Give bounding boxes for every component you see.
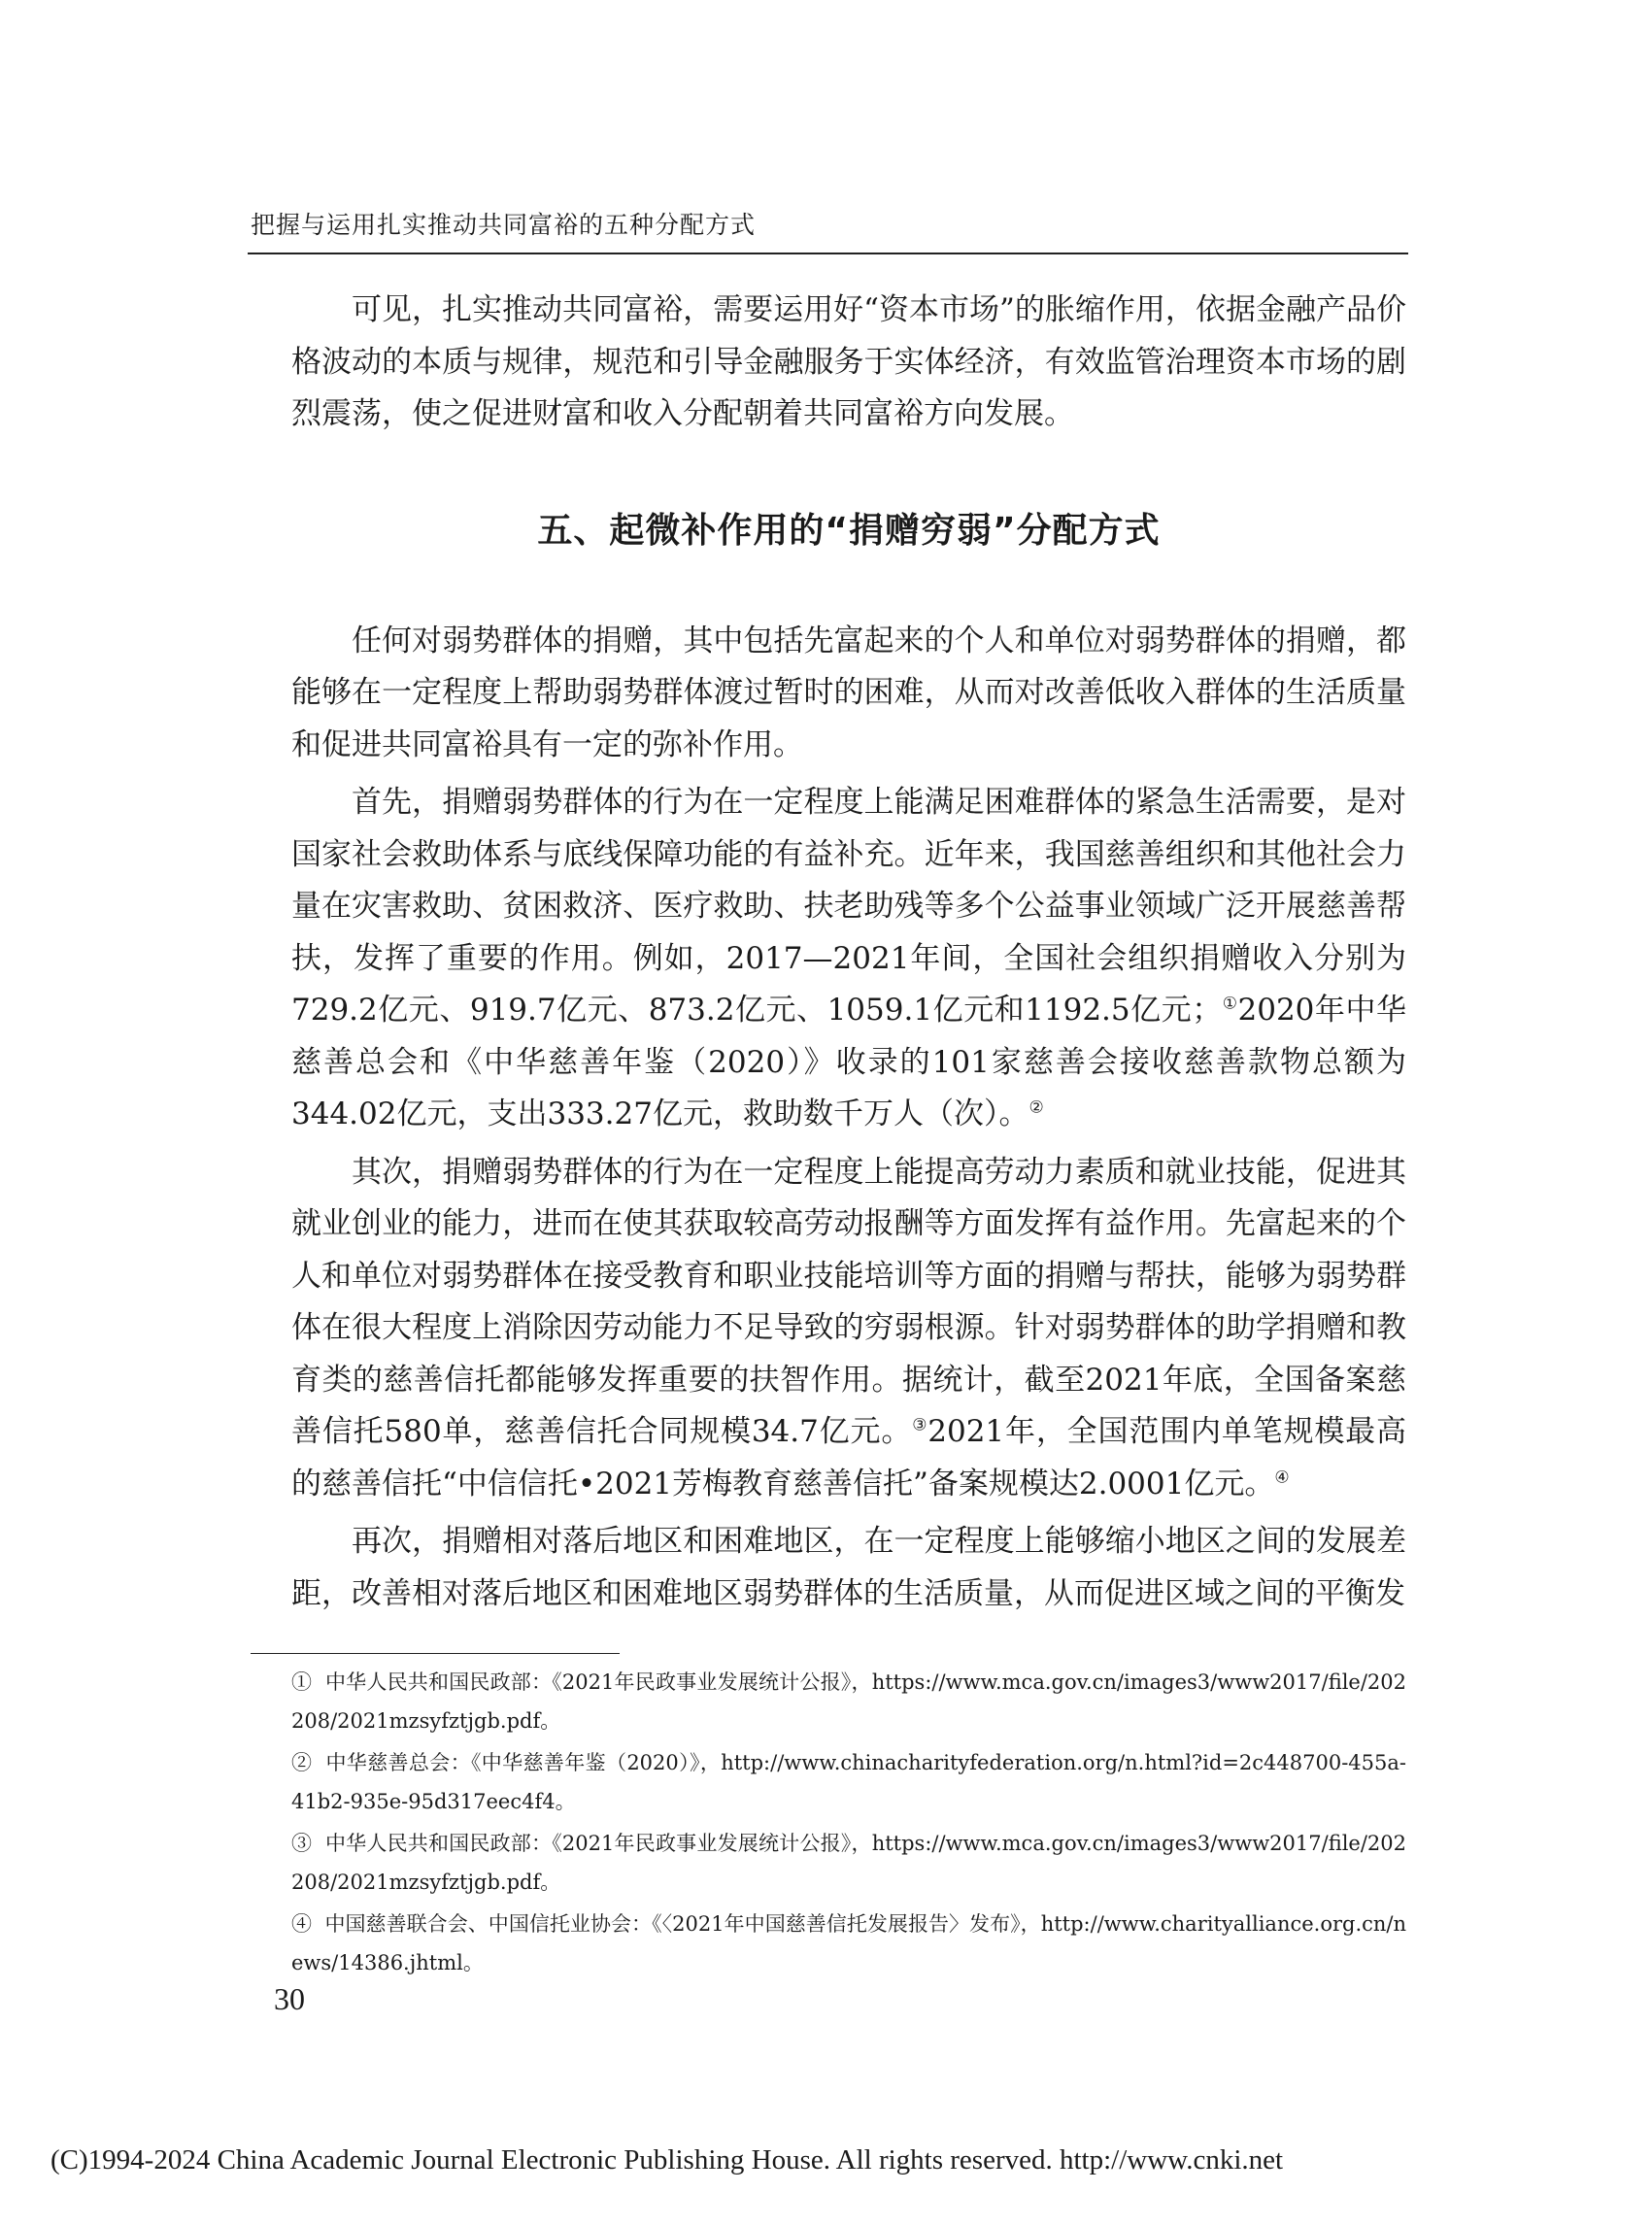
paragraph-third-point: 再次，捐赠相对落后地区和困难地区，在一定程度上能够缩小地区之间的发展差距，改善相对落后地区和困难地区弱势群体的生活质量，从而促进区域之间的平衡发 xyxy=(291,1524,1406,1611)
paragraph-donation-overview: 任何对弱势群体的捐赠，其中包括先富起来的个人和单位对弱势群体的捐赠，都能够在一定程度上帮助弱势群体渡过暂时的困难，从而对改善低收入群体的生活质量和促进共同富裕具有一定的弥补作用。 xyxy=(291,623,1406,762)
footnote-marker: ④ xyxy=(291,1912,313,1936)
footnote-1 xyxy=(291,1663,1406,1740)
footnote-marker: ③ xyxy=(291,1832,313,1855)
footnotes xyxy=(291,1663,1406,1985)
footnote-marker: ② xyxy=(291,1751,313,1774)
footnote-3 xyxy=(291,1824,1406,1902)
paragraph-second-point xyxy=(291,1147,1406,1511)
footnote-text: 中华慈善总会：《中华慈善年鉴（2020）》，http://www.chinacharityfederation.org/n.html?id=2c448700-455a-41b2-935e-95d317eec4f4。 xyxy=(291,1751,1407,1813)
footnote-rule xyxy=(251,1653,620,1654)
section-heading: 五、起微补作用的“捐赠穷弱”分配方式 xyxy=(537,510,1161,551)
footnote-2 xyxy=(291,1743,1406,1821)
article-body xyxy=(291,285,1406,1620)
footnote-marker-4[interactable]: ④ xyxy=(1274,1467,1290,1488)
copyright-notice: (C)1994-2024 China Academic Journal Electronic Publishing House. All rights reserved. http://www.cnki.net xyxy=(51,2144,1284,2175)
footnote-text: 中华人民共和国民政部：《2021年民政事业发展统计公报》，https://www.mca.gov.cn/images3/www2017/file/202208/2021mzsyfztjgb.pdf。 xyxy=(291,1832,1406,1894)
footnote-marker-1[interactable]: ① xyxy=(1222,994,1238,1014)
footnote-marker-3[interactable]: ③ xyxy=(912,1415,928,1435)
paragraph-text: 2020年中华慈善总会和《中华慈善年鉴（2020）》收录的101家慈善会接收慈善款物总额为344.02亿元，支出333.27亿元，救助数千万人（次）。 xyxy=(291,993,1406,1131)
running-header: 把握与运用扎实推动共同富裕的五种分配方式 xyxy=(251,211,757,239)
footnote-text: 中国慈善联合会、中国信托业协会：《〈2021年中国慈善信托发展报告〉发布》，http://www.charityalliance.org.cn/news/14386.jhtml。 xyxy=(291,1912,1407,1974)
header-rule xyxy=(248,253,1408,254)
paragraph-first-point xyxy=(291,777,1406,1141)
footnote-marker-2[interactable]: ② xyxy=(1028,1097,1044,1118)
footnote-4 xyxy=(291,1905,1406,1982)
page-number: 30 xyxy=(274,1981,305,2016)
intro-paragraph: 可见，扎实推动共同富裕，需要运用好“资本市场”的胀缩作用，依据金融产品价格波动的本质与规律，规范和引导金融服务于实体经济，有效监管治理资本市场的剧烈震荡，使之促进财富和收入分配朝着共同富裕方向发展。 xyxy=(291,292,1406,431)
paragraph-text: 2021年，全国范围内单笔规模最高的慈善信托“中信信托•2021芳梅教育慈善信托”备案规模达2.0001亿元。 xyxy=(291,1414,1406,1501)
paragraph-text: 其次，捐赠弱势群体的行为在一定程度上能提高劳动力素质和就业技能，促进其就业创业的能力，进而在使其获取较高劳动报酬等方面发挥有益作用。先富起来的个人和单位对弱势群体在接受教育和职业技能培训等方面的捐赠与帮扶，能够为弱势群体在很大程度上消除因劳动能力不足导致的穷弱根源。针对弱势群体的助学捐赠和教育类的慈善信托都能够发挥重要的扶智作用。据统计，截至2021年底，全国备案慈善信托580单，慈善信托合同规模34.7亿元。 xyxy=(291,1154,1406,1449)
paragraph-text: 首先，捐赠弱势群体的行为在一定程度上能满足困难群体的紧急生活需要，是对国家社会救助体系与底线保障功能的有益补充。近年来，我国慈善组织和其他社会力量在灾害救助、贫困救济、医疗救助、扶老助残等多个公益事业领域广泛开展慈善帮扶，发挥了重要的作用。例如，2017—2021年间，全国社会组织捐赠收入分别为729.2亿元、919.7亿元、873.2亿元、1059.1亿元和1192.5亿元； xyxy=(291,785,1406,1028)
footnote-text: 中华人民共和国民政部：《2021年民政事业发展统计公报》，https://www.mca.gov.cn/images3/www2017/file/202208/2021mzsyfztjgb.pdf。 xyxy=(291,1670,1406,1733)
footnote-marker: ① xyxy=(291,1670,313,1694)
